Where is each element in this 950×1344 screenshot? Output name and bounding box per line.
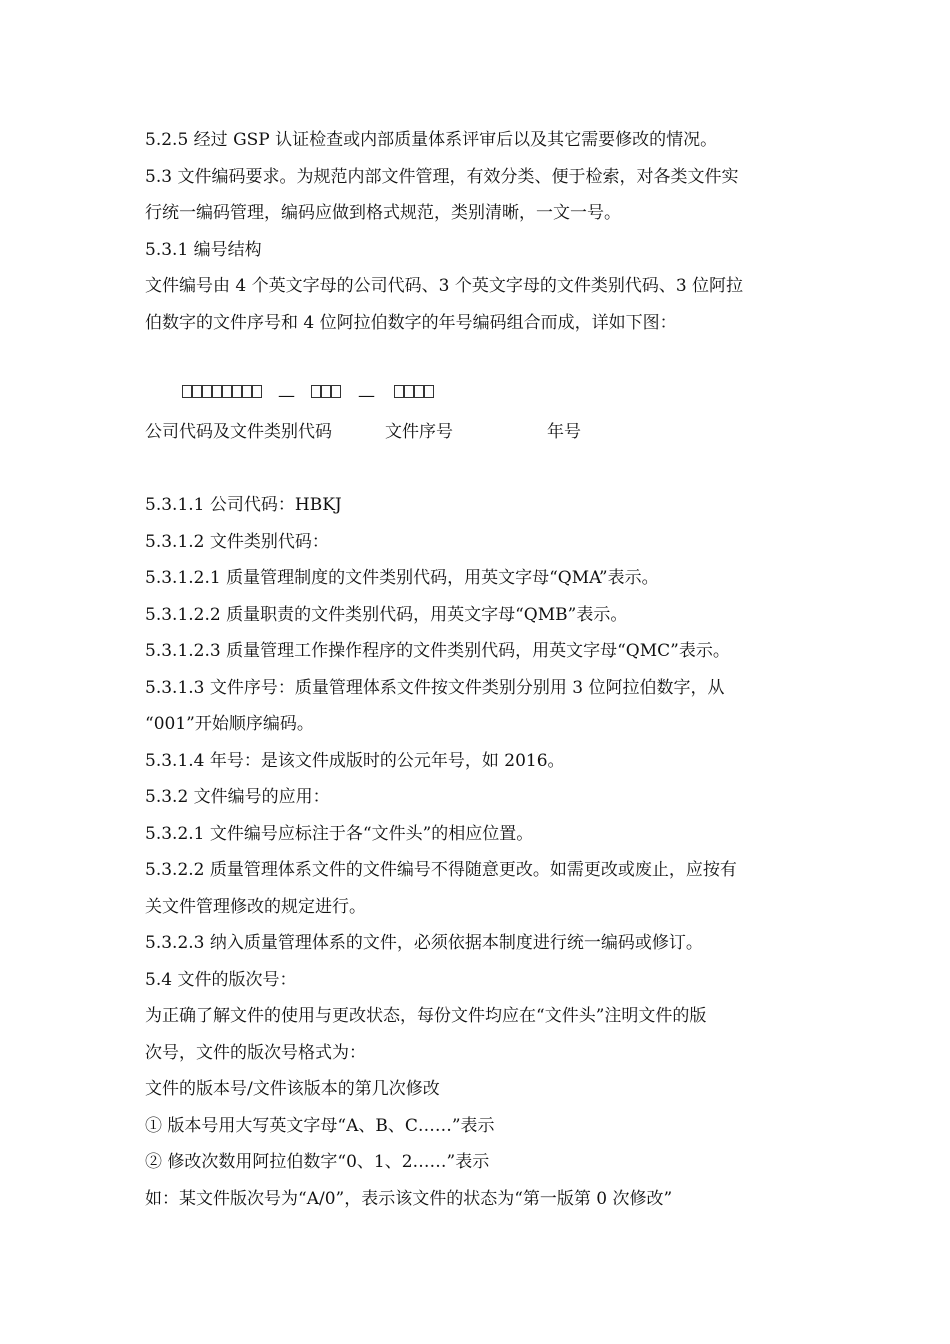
text-line: 5.3.1.2.2 质量职责的文件类别代码，用英文字母“QMB”表示。 xyxy=(145,604,628,625)
code-box xyxy=(311,385,321,398)
text-line: 关文件管理修改的规定进行。 xyxy=(145,896,366,917)
code-box xyxy=(394,385,404,398)
text-line: 5.3.2.3 纳入质量管理体系的文件，必须依据本制度进行统一编码或修订。 xyxy=(145,933,703,953)
text-line: 次号，文件的版次号格式为： xyxy=(145,1042,366,1063)
code-box xyxy=(182,385,192,398)
label-sequence: 文件序号 xyxy=(385,422,453,442)
text-line: 5.3.1.2.3 质量管理工作操作程序的文件类别代码，用英文字母“QMC”表示。 xyxy=(145,641,730,661)
text-line: 5.3.2 文件编号的应用： xyxy=(145,787,330,807)
code-box xyxy=(222,385,232,398)
blank-line xyxy=(145,451,810,488)
text-line: 行统一编码管理，编码应做到格式规范，类别清晰，一文一号。 xyxy=(145,203,621,223)
code-box xyxy=(414,385,424,398)
text-line: 5.2.5 经过 GSP 认证检查或内部质量体系评审后以及其它需要修改的情况。 xyxy=(145,130,718,150)
code-box xyxy=(321,385,331,398)
year-code-boxes xyxy=(394,385,434,401)
paragraph-group-bottom xyxy=(145,487,810,1217)
text-line: ① 版本号用大写英文字母“A、B、C……”表示 xyxy=(145,1115,495,1136)
text-line: 5.3.1 编号结构 xyxy=(145,239,262,260)
text-line: 为正确了解文件的使用与更改状态，每份文件均应在“文件头”注明文件的版 xyxy=(145,1006,707,1026)
blank-line xyxy=(145,341,810,378)
label-year: 年号 xyxy=(547,422,581,442)
separator-dash: — xyxy=(358,385,375,406)
code-box xyxy=(404,385,414,398)
code-box xyxy=(202,385,212,398)
text-line: 5.3.1.2.1 质量管理制度的文件类别代码，用英文字母“QMA”表示。 xyxy=(145,568,659,588)
code-box xyxy=(232,385,242,398)
text-line: 5.3.1.3 文件序号：质量管理体系文件按文件类别分别用 3 位阿拉伯数字，从 xyxy=(145,677,725,698)
text-line: 5.3.2.1 文件编号应标注于各“文件头”的相应位置。 xyxy=(145,823,534,844)
code-structure-labels xyxy=(145,414,810,451)
code-box xyxy=(242,385,252,398)
code-structure-diagram xyxy=(145,378,810,415)
paragraph-group-top xyxy=(145,122,810,341)
company-category-code-boxes xyxy=(182,385,262,401)
text-line: ② 修改次数用阿拉伯数字“0、1、2……”表示 xyxy=(145,1152,490,1172)
text-line: 5.3 文件编码要求。为规范内部文件管理，有效分类、便于检索，对各类文件实 xyxy=(145,166,739,187)
text-line: 5.3.1.2 文件类别代码： xyxy=(145,531,329,552)
text-line: 如：某文件版次号为“A/0”，表示该文件的状态为“第一版第 0 次修改” xyxy=(145,1188,673,1209)
code-box xyxy=(424,385,434,398)
text-line: 文件的版本号/文件该版本的第几次修改 xyxy=(145,1079,440,1099)
separator-dash: — xyxy=(278,385,295,406)
text-line: 5.4 文件的版次号： xyxy=(145,969,297,990)
text-line: 伯数字的文件序号和 4 位阿拉伯数字的年号编码组合而成，详如下图： xyxy=(145,312,677,333)
label-company-category: 公司代码及文件类别代码 xyxy=(145,422,332,442)
text-line: “001”开始顺序编码。 xyxy=(145,714,314,734)
code-box xyxy=(212,385,222,398)
text-line: 文件编号由 4 个英文字母的公司代码、3 个英文字母的文件类别代码、3 位阿拉 xyxy=(145,276,744,296)
document-body xyxy=(145,122,810,1217)
sequence-code-boxes xyxy=(311,385,341,401)
code-box xyxy=(331,385,341,398)
text-line: 5.3.1.1 公司代码：HBKJ xyxy=(145,495,342,515)
code-box xyxy=(192,385,202,398)
code-box xyxy=(252,385,262,398)
text-line: 5.3.1.4 年号：是该文件成版时的公元年号，如 2016。 xyxy=(145,750,565,771)
text-line: 5.3.2.2 质量管理体系文件的文件编号不得随意更改。如需更改或废止，应按有 xyxy=(145,860,737,880)
